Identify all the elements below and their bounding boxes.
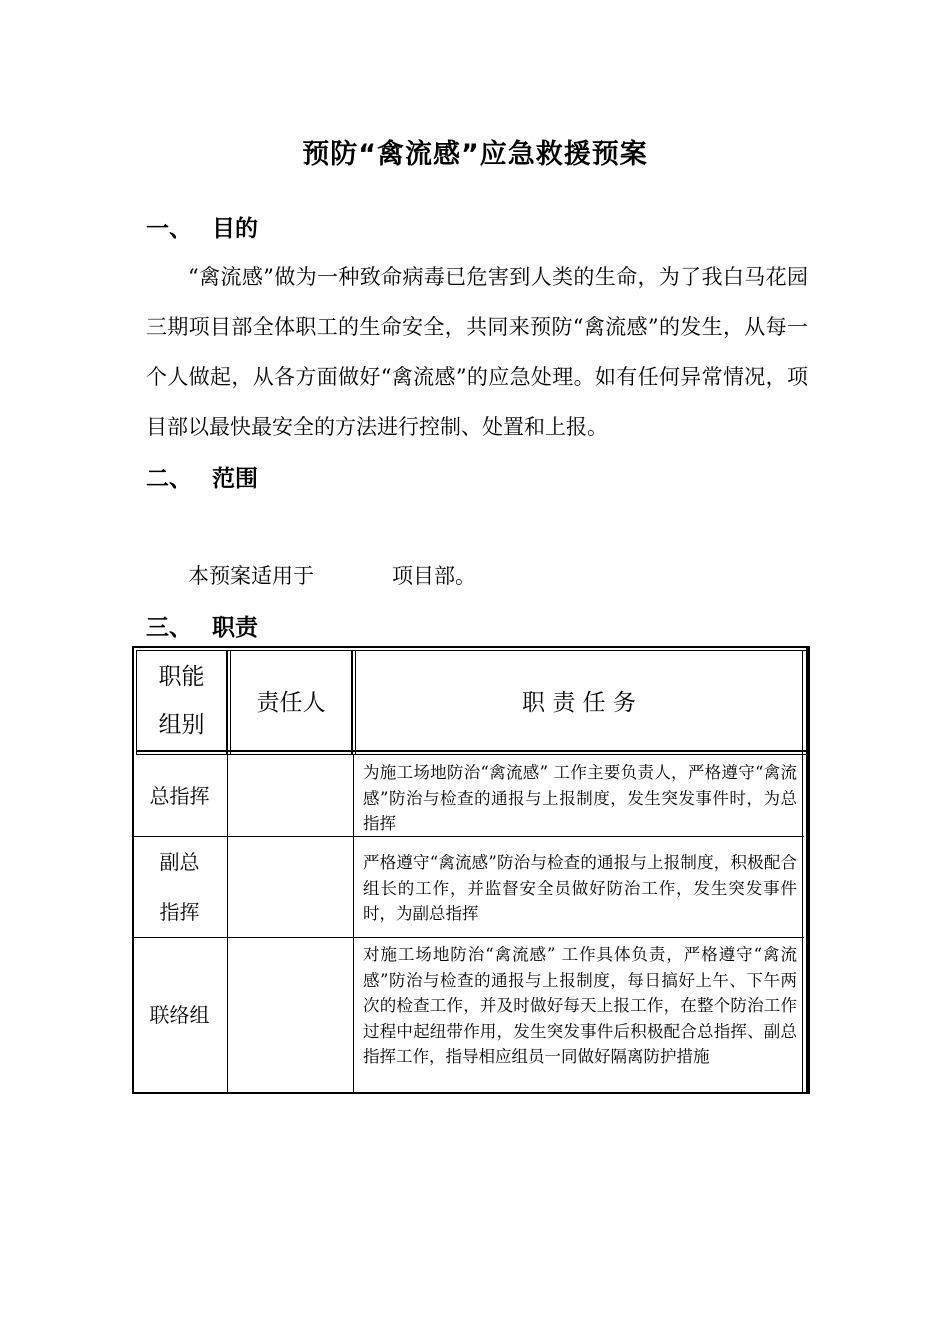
header-role-group <box>137 651 226 750</box>
section-number: 一、 <box>146 216 192 242</box>
section-heading-duties <box>146 609 258 642</box>
header-role-line1: 职能 <box>158 663 205 690</box>
document-title: 预防“禽流感”应急救援预案 <box>302 139 648 170</box>
section-number: 三、 <box>146 615 192 641</box>
role-line1: 副总 <box>159 850 200 874</box>
section-heading-scope <box>146 460 258 493</box>
table-row-person <box>228 755 353 836</box>
role-line1: 总指挥 <box>149 783 210 808</box>
scope-suffix: 项目部。 <box>392 564 476 588</box>
role-line1: 联络组 <box>149 1003 210 1027</box>
table-row-person <box>228 837 353 937</box>
section-title: 目的 <box>212 216 258 242</box>
section-heading-purpose <box>146 210 258 243</box>
header-duty: 职 责 任 务 <box>522 690 636 716</box>
table-row-duty: 为施工场地防治“禽流感” 工作主要负责人，严格遵守“禽流感”防治与检查的通报与上报制度，发生突发事件时，为总指挥 <box>363 763 797 833</box>
header-person: 责任人 <box>256 690 326 716</box>
section-number: 二、 <box>146 466 192 492</box>
header-role-line2: 组别 <box>158 711 205 738</box>
section-title: 范围 <box>212 466 258 492</box>
scope-prefix: 本预案适用于 <box>188 564 314 588</box>
table-row-role <box>132 755 227 836</box>
role-line2: 指挥 <box>159 900 200 924</box>
purpose-paragraph: “禽流感”做为一种致命病毒已危害到人类的生命，为了我白马花园三期项目部全体职工的生命安全，共同来预防“禽流感”的发生，从每一个人做起，从各方面做好“禽流感”的应急处理。如有任何异常情况，项目部以最快最安全的方法进行控制、处置和上报。 <box>146 265 808 439</box>
table-row-duty: 严格遵守“禽流感”防治与检查的通报与上报制度，积极配合组长的工作，并监督安全员做好防治工作，发生突发事件时，为副总指挥 <box>363 853 797 923</box>
duties-table <box>132 646 810 1094</box>
table-row-duty: 对施工场地防治“禽流感” 工作具体负责，严格遵守“禽流感”防治与检查的通报与上报制度，每日搞好上午、下午两次的检查工作，并及时做好每天上报工作，在整个防治工作过程中起纽带作用，发生突发事件后积极配合总指挥、副总指挥工作，指导相应组员一同做好隔离防护措施 <box>363 945 797 1066</box>
table-row-role <box>132 837 227 937</box>
scope-paragraph <box>188 560 476 590</box>
table-row-person <box>228 938 353 1092</box>
table-row-role <box>132 938 227 1092</box>
section-title: 职责 <box>212 615 258 641</box>
